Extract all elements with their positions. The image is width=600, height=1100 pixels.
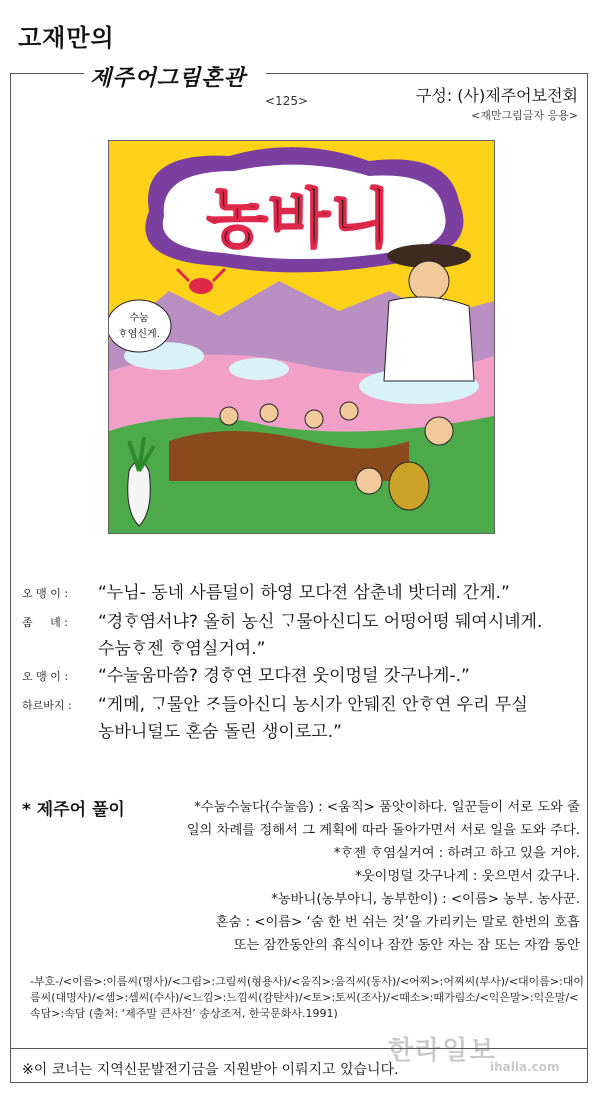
- glossary-entry: *웃이멍덜 갓구나게 : 웃으면서 갔구나.: [355, 869, 580, 884]
- symbol-legend: -부호-/<이름>:이름씨(명사)/<그림>:그림씨(형용사)/<움직>:움직씨(동사)/<어찌>:어찌씨(부사)/<대이름>:대이름씨(대명사)/<셈>:셈씨(수사)/<느낌>:느낌씨(감탄사)/<토>:토씨(조사)/<때소>:때가림소/<익은말>:익은말/<속담>:속담 (출처: ‘제주말 큰사전’ 송상조저, 한국문화사.1991): [30, 975, 585, 1020]
- footer-divider: [10, 1048, 588, 1049]
- footer-note: ※이 코너는 지역신문발전기금을 지원받아 이뤄지고 있습니다.: [22, 1062, 399, 1078]
- dialogue-line: 수눔ᄒᆞ젠 ᄒᆞ염실거여.”: [98, 639, 266, 659]
- dialogue-3: [22, 663, 582, 690]
- dialogue-2: [22, 609, 582, 663]
- bubble-line-2: ᄒᆞ염신게.: [118, 329, 160, 340]
- dialogue-4: [22, 692, 582, 746]
- cartoon-title-text: 농바니: [206, 183, 392, 257]
- glossary-entry: *농바니(농부아니, 농부한이) : <이름> 농부. 농사꾼.: [271, 892, 580, 907]
- speaker-label: 오 맹 이 :: [22, 587, 69, 600]
- episode-number: <125>: [265, 94, 309, 108]
- series-logo: [84, 57, 266, 97]
- glossary: [160, 796, 580, 957]
- dialogue-line: “수눌움마씀? 경ᄒᆞ연 모다젼 웃이멍덜 갓구나게-.”: [98, 666, 470, 686]
- glossary-entry: 혼숨 : <이름> ‘숨 한 번 쉬는 것’을 가리키는 말로 한번의 호흡: [215, 915, 580, 930]
- speech-bubble: [109, 300, 171, 352]
- newspaper-watermark: 한라일보: [388, 1036, 497, 1066]
- dialogue-line: 농바니덜도 혼숨 돌린 생이로고.”: [98, 722, 342, 742]
- glossary-entry: 또는 잠깐동안의 휴식이나 잠깐 동안 자는 잠 또는 자깜 동안: [233, 938, 580, 953]
- speaker-label: 좀 녜 :: [22, 616, 68, 629]
- dialogue-line: “경ᄒᆞ염서냐? 올히 농신 ᄀᆞ물아신디도 어떵어떵 뒈여시녜게.: [98, 612, 543, 632]
- cloud-middle: [229, 358, 289, 380]
- author-title: 고재만의: [18, 24, 115, 52]
- credit-subline: <재만그림글자 응용>: [471, 109, 578, 122]
- series-title: 제주어그림혼관: [90, 66, 246, 91]
- watermark-url: ihalla.com: [490, 1060, 560, 1074]
- dialogue-line: “누님- 동네 사름덜이 하영 모다젼 삼춘네 밧더레 간게.”: [98, 583, 510, 603]
- cartoon-drawing: [109, 141, 494, 533]
- glossary-entry: *ᄒᆞ젠 ᄒᆞ염실거여 : 하려고 하고 있을 거야.: [333, 846, 580, 861]
- speaker-label: 하르바지 :: [22, 699, 72, 712]
- credit-line: 구성: (사)제주어보전회: [415, 86, 578, 105]
- speaker-label: 오 맹 이 :: [22, 670, 69, 683]
- dialogue-1: [22, 580, 582, 607]
- bubble-line-1: 수눔: [129, 313, 149, 324]
- cartoon-illustration: [108, 140, 495, 534]
- glossary-title: * 제주어 풀이: [22, 800, 125, 820]
- glossary-entry: *수눔수눌다(수눌음) : <움직> 품앗이하다. 일꾼들이 서로 도와 줄: [194, 800, 580, 815]
- dialogue-line: “게메, ᄀᆞ물안 ᄌᆞ들아신디 농시가 안뒈진 안ᄒᆞ연 우리 무실: [98, 695, 528, 715]
- glossary-entry: 일의 차례를 정해서 그 계획에 따라 돌아가면서 서로 일을 도와 주다.: [186, 823, 580, 838]
